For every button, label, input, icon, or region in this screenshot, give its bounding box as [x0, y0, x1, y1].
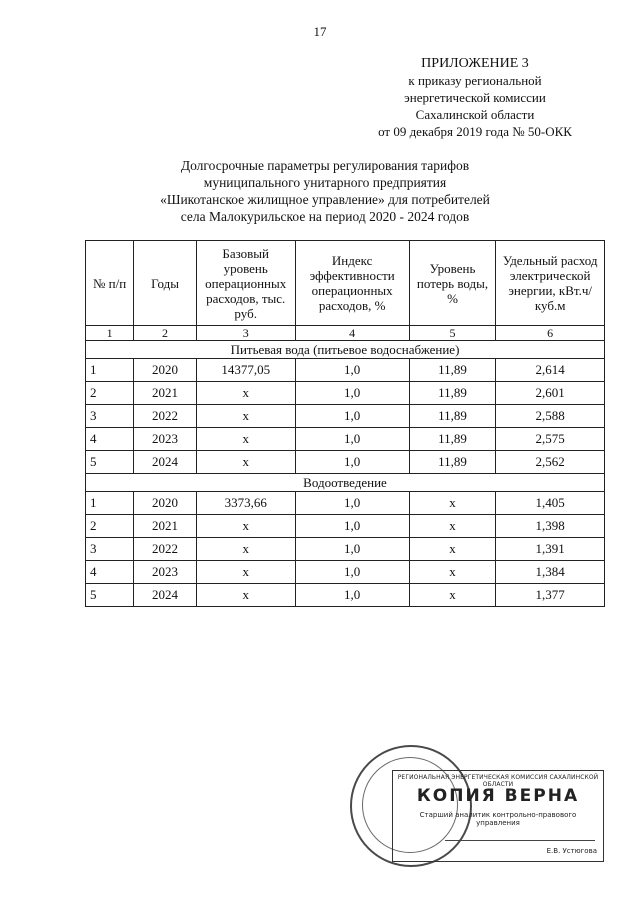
- cell-year: 2020: [134, 359, 197, 382]
- cell-efficiency-index: 1,0: [295, 538, 409, 561]
- cell-energy: 1,398: [496, 515, 605, 538]
- cell-base-costs: x: [196, 382, 295, 405]
- cell-number: 2: [86, 382, 134, 405]
- cell-base-costs: 3373,66: [196, 492, 295, 515]
- table-row: [86, 492, 605, 515]
- header-cell-water-loss: Уровень потерь воды, %: [409, 241, 496, 326]
- cell-year: 2023: [134, 428, 197, 451]
- cell-number: 1: [86, 492, 134, 515]
- column-number: 2: [134, 326, 197, 341]
- cell-efficiency-index: 1,0: [295, 492, 409, 515]
- cell-year: 2024: [134, 451, 197, 474]
- section-title: Водоотведение: [86, 474, 605, 492]
- table-row: [86, 561, 605, 584]
- section-title: Питьевая вода (питьевое водоснабжение): [86, 341, 605, 359]
- title-line: «Шикотанское жилищное управление» для потребителей: [160, 192, 490, 207]
- copy-verified-stamp: [392, 770, 604, 862]
- cell-water-loss: x: [409, 538, 496, 561]
- table-row: [86, 584, 605, 607]
- table-row: [86, 515, 605, 538]
- cell-energy: 1,377: [496, 584, 605, 607]
- header-cell-efficiency-index: Индекс эффективности операционных расходов, %: [295, 241, 409, 326]
- column-number: 6: [496, 326, 605, 341]
- cell-efficiency-index: 1,0: [295, 382, 409, 405]
- column-number: 5: [409, 326, 496, 341]
- document-title: [90, 157, 560, 225]
- table-row: [86, 405, 605, 428]
- cell-efficiency-index: 1,0: [295, 561, 409, 584]
- cell-energy: 2,601: [496, 382, 605, 405]
- cell-energy: 1,384: [496, 561, 605, 584]
- stamp-title: КОПИЯ ВЕРНА: [416, 786, 580, 806]
- cell-efficiency-index: 1,0: [295, 428, 409, 451]
- cell-energy: 2,562: [496, 451, 605, 474]
- tariff-parameters-table: [85, 240, 605, 607]
- table-header-row: [86, 241, 605, 326]
- title-line: Долгосрочные параметры регулирования тарифов: [180, 158, 470, 173]
- column-number: 4: [295, 326, 409, 341]
- cell-water-loss: 11,89: [409, 451, 496, 474]
- cell-efficiency-index: 1,0: [295, 359, 409, 382]
- cell-energy: 2,614: [496, 359, 605, 382]
- cell-year: 2023: [134, 561, 197, 584]
- cell-water-loss: x: [409, 584, 496, 607]
- cell-year: 2021: [134, 382, 197, 405]
- cell-efficiency-index: 1,0: [295, 584, 409, 607]
- cell-base-costs: x: [196, 428, 295, 451]
- table-row: [86, 538, 605, 561]
- cell-number: 1: [86, 359, 134, 382]
- cell-number: 3: [86, 538, 134, 561]
- header-cell-number: № п/п: [86, 241, 134, 326]
- cell-year: 2024: [134, 584, 197, 607]
- cell-year: 2022: [134, 405, 197, 428]
- cell-base-costs: x: [196, 451, 295, 474]
- cell-base-costs: x: [196, 561, 295, 584]
- appendix-line: к приказу региональной: [408, 73, 542, 88]
- cell-efficiency-index: 1,0: [295, 515, 409, 538]
- stamp-position: Старший аналитик контрольно-правового управления: [419, 811, 577, 827]
- section-row-wastewater: [86, 474, 605, 492]
- appendix-heading: ПРИЛОЖЕНИЕ 3: [421, 56, 529, 71]
- cell-year: 2022: [134, 538, 197, 561]
- page-number: 17: [313, 24, 327, 39]
- cell-base-costs: x: [196, 584, 295, 607]
- cell-number: 4: [86, 428, 134, 451]
- cell-number: 2: [86, 515, 134, 538]
- appendix-line: от 09 декабря 2019 года № 50-ОКК: [378, 124, 572, 139]
- cell-year: 2021: [134, 515, 197, 538]
- cell-energy: 1,391: [496, 538, 605, 561]
- appendix-line: энергетической комиссии: [404, 90, 546, 105]
- cell-efficiency-index: 1,0: [295, 405, 409, 428]
- cell-base-costs: x: [196, 515, 295, 538]
- cell-number: 5: [86, 451, 134, 474]
- cell-base-costs: x: [196, 405, 295, 428]
- column-number: 1: [86, 326, 134, 341]
- section-row-drinking-water: [86, 341, 605, 359]
- cell-water-loss: x: [409, 515, 496, 538]
- cell-base-costs: x: [196, 538, 295, 561]
- cell-number: 4: [86, 561, 134, 584]
- cell-water-loss: 11,89: [409, 405, 496, 428]
- certification-stamp: [350, 745, 620, 880]
- header-cell-energy-consumption: Удельный расход электрической энергии, кВт.ч/куб.м: [496, 241, 605, 326]
- cell-year: 2020: [134, 492, 197, 515]
- cell-base-costs: 14377,05: [196, 359, 295, 382]
- table-row: [86, 382, 605, 405]
- stamp-signer: Е.В. Устюгова: [546, 847, 597, 855]
- cell-energy: 2,575: [496, 428, 605, 451]
- column-number: 3: [196, 326, 295, 341]
- table-row: [86, 428, 605, 451]
- cell-number: 5: [86, 584, 134, 607]
- cell-energy: 2,588: [496, 405, 605, 428]
- title-line: села Малокурильское на период 2020 - 2024 годов: [180, 209, 470, 224]
- table-row: [86, 359, 605, 382]
- column-number-row: [86, 326, 605, 341]
- cell-water-loss: 11,89: [409, 428, 496, 451]
- header-cell-base-costs: Базовый уровень операционных расходов, тыс. руб.: [196, 241, 295, 326]
- cell-energy: 1,405: [496, 492, 605, 515]
- cell-water-loss: 11,89: [409, 359, 496, 382]
- appendix-block: [340, 55, 610, 140]
- cell-number: 3: [86, 405, 134, 428]
- table-row: [86, 451, 605, 474]
- signature-line: [445, 840, 595, 841]
- stamp-organization: РЕГИОНАЛЬНАЯ ЭНЕРГЕТИЧЕСКАЯ КОМИССИЯ САХАЛИНСКОЙ ОБЛАСТИ: [397, 774, 599, 788]
- cell-water-loss: 11,89: [409, 382, 496, 405]
- title-line: муниципального унитарного предприятия: [203, 175, 447, 190]
- appendix-line: Сахалинской области: [415, 107, 535, 122]
- cell-water-loss: x: [409, 561, 496, 584]
- cell-water-loss: x: [409, 492, 496, 515]
- header-cell-years: Годы: [134, 241, 197, 326]
- cell-efficiency-index: 1,0: [295, 451, 409, 474]
